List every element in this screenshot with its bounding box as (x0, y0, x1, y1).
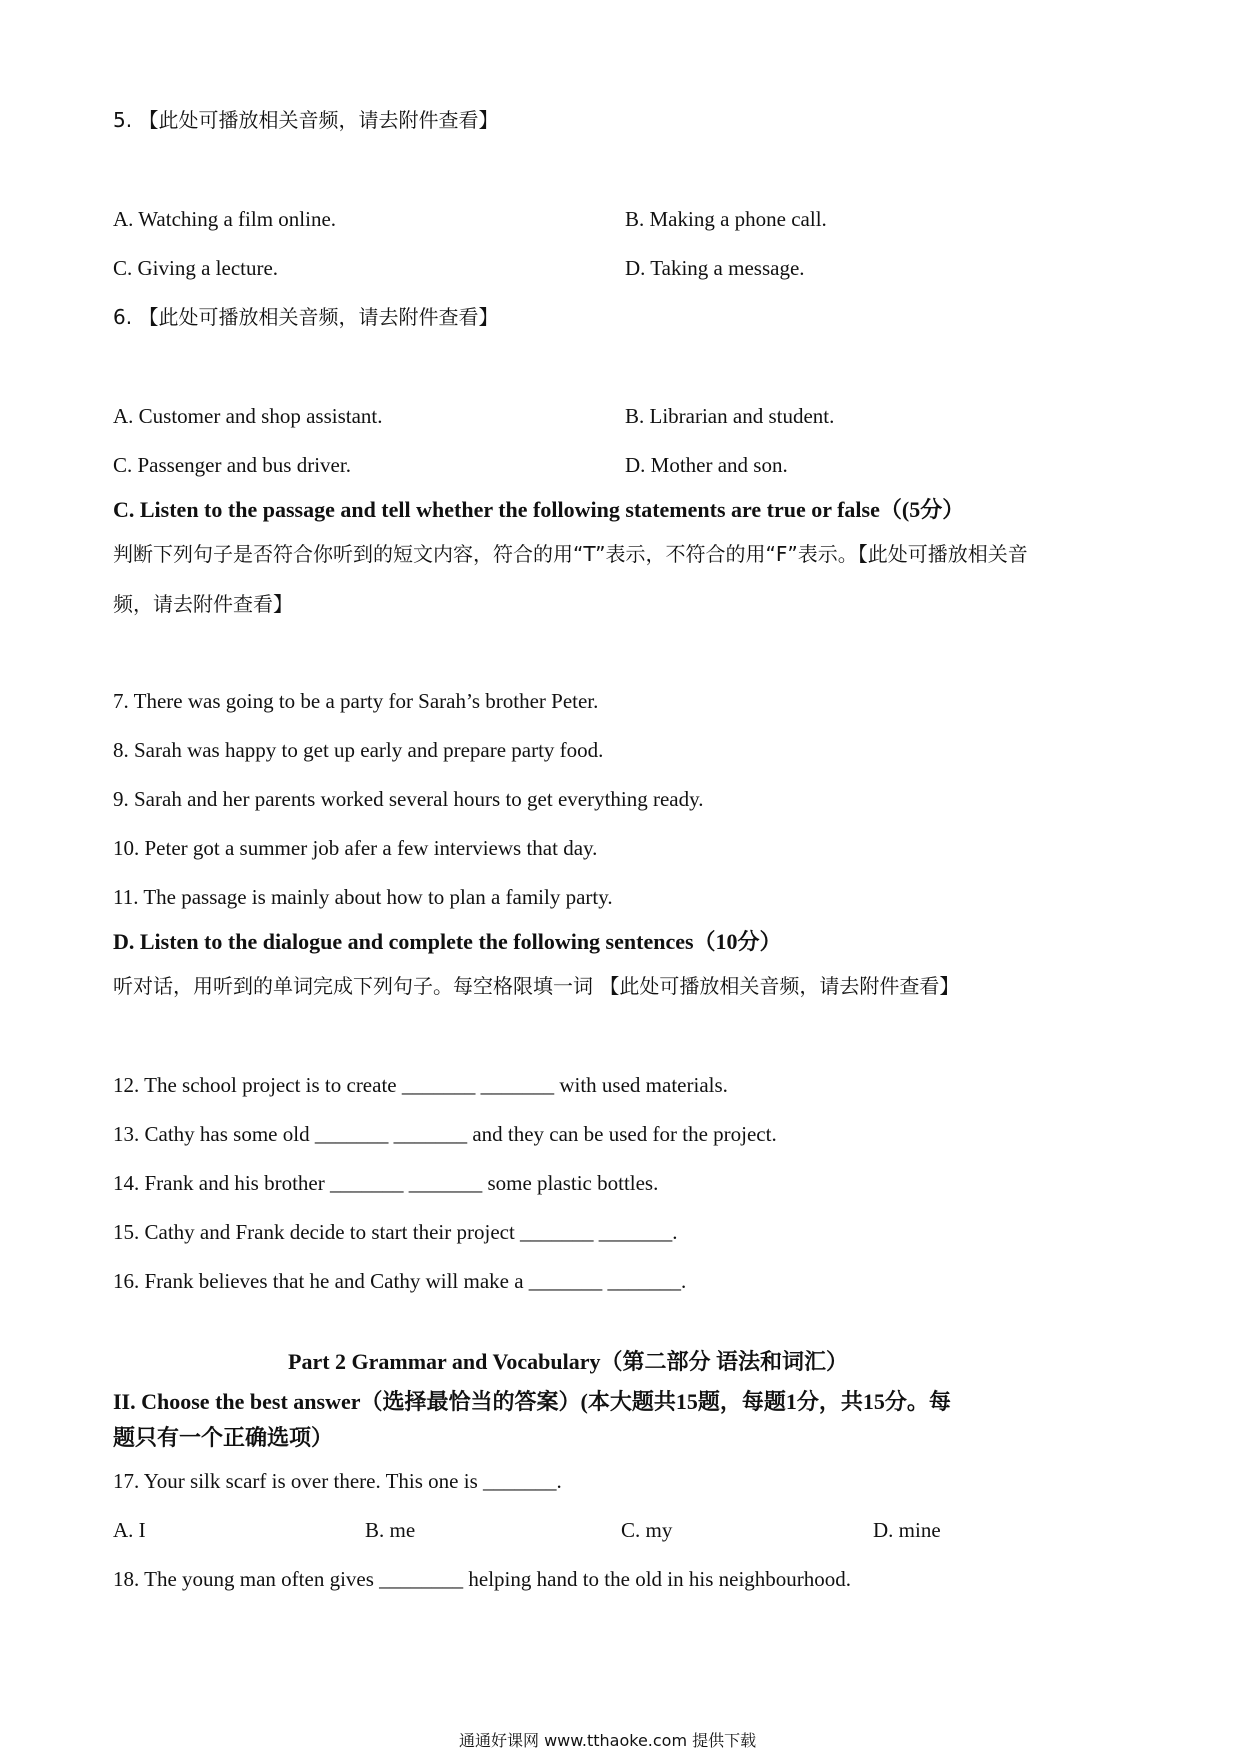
q17-option-c: C. my (621, 1518, 673, 1542)
part2-title: Part 2 Grammar and Vocabulary（第二部分 语法和词汇） (288, 1349, 848, 1374)
sentence-16: 16. Frank believes that he and Cathy will make a _______ _______. (113, 1269, 687, 1293)
section-d-instruction: 听对话，用听到的单词完成下列句子。每空格限填一词 【此处可播放相关音频，请去附件查看】 (113, 974, 960, 998)
statement-10: 10. Peter got a summer job afer a few interviews that day. (113, 836, 598, 860)
sentence-14: 14. Frank and his brother _______ _______ some plastic bottles. (113, 1171, 659, 1195)
q17-option-a: A. I (113, 1518, 146, 1542)
page-footer: 通通好课网 www.tthaoke.com 提供下载 (459, 1731, 757, 1750)
statement-7: 7. There was going to be a party for Sarah’s brother Peter. (113, 689, 599, 713)
section-c-instruction-line1: 判断下列句子是否符合你听到的短文内容，符合的用“T”表示，不符合的用“F”表示。【此处可播放相关音 (113, 542, 1028, 566)
sentence-15: 15. Cathy and Frank decide to start their project _______ _______. (113, 1220, 678, 1244)
q6-option-c: C. Passenger and bus driver. (113, 453, 351, 477)
section-ii-heading-line1: II. Choose the best answer（选择最恰当的答案）(本大题共15题，每题1分，共15分。每 (113, 1389, 951, 1414)
q17-option-d: D. mine (873, 1518, 941, 1542)
q6-option-d: D. Mother and son. (625, 453, 788, 477)
statement-8: 8. Sarah was happy to get up early and prepare party food. (113, 738, 604, 762)
q5-option-b: B. Making a phone call. (625, 207, 827, 231)
q5-option-c: C. Giving a lecture. (113, 256, 279, 280)
section-c-instruction-line2: 频，请去附件查看】 (113, 592, 293, 616)
q5-option-a: A. Watching a film online. (113, 207, 337, 231)
statement-9: 9. Sarah and her parents worked several hours to get everything ready. (113, 787, 704, 811)
section-c-heading: C. Listen to the passage and tell whether the following statements are true or false（(5分） (113, 497, 965, 522)
section-d-heading: D. Listen to the dialogue and complete the following sentences（10分） (113, 929, 782, 954)
q6-option-a: A. Customer and shop assistant. (113, 404, 383, 428)
q18-stem: 18. The young man often gives ________ helping hand to the old in his neighbourhood. (113, 1567, 852, 1591)
statement-11: 11. The passage is mainly about how to plan a family party. (113, 885, 613, 909)
q6-option-b: B. Librarian and student. (625, 404, 835, 428)
q6-stem: 6. 【此处可播放相关音频，请去附件查看】 (113, 305, 499, 329)
section-ii-heading-line2: 题只有一个正确选项） (113, 1425, 334, 1450)
q5-option-d: D. Taking a message. (625, 256, 805, 280)
q17-option-b: B. me (365, 1518, 416, 1542)
sentence-12: 12. The school project is to create _______ _______ with used materials. (113, 1073, 728, 1097)
sentence-13: 13. Cathy has some old _______ _______ and they can be used for the project. (113, 1122, 777, 1146)
q5-stem: 5. 【此处可播放相关音频，请去附件查看】 (113, 108, 499, 132)
q17-stem: 17. Your silk scarf is over there. This one is _______. (113, 1469, 562, 1493)
